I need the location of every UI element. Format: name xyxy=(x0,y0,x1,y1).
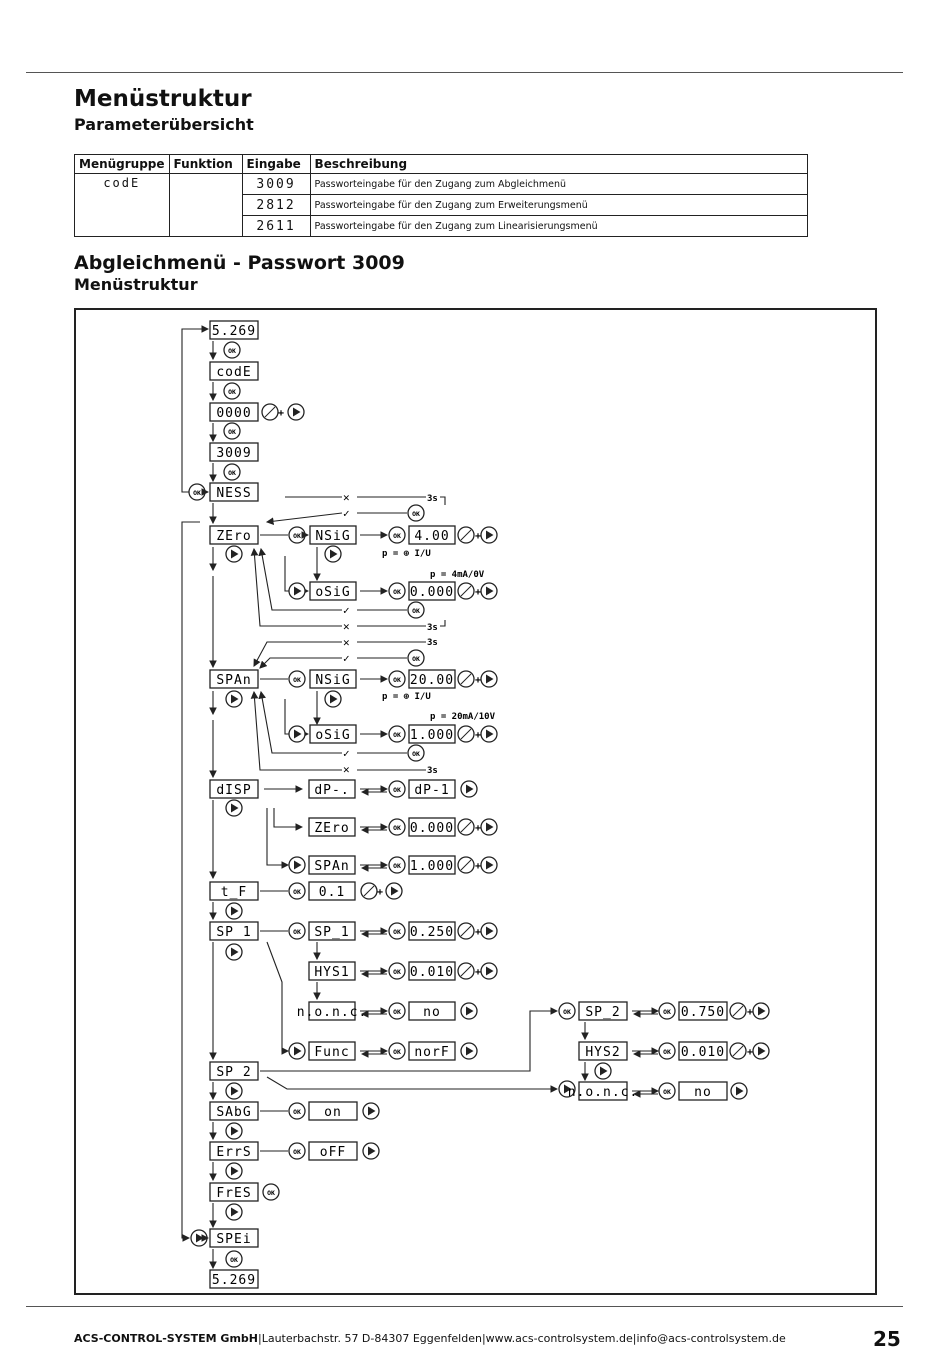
flow-connector xyxy=(274,808,302,827)
timeout-label: 3s xyxy=(427,638,438,648)
nsig-display-text: NSiG xyxy=(315,673,351,688)
footer-email: info@acs-controlsystem.de xyxy=(636,1332,786,1345)
sp1-option-display-text: SP_1 xyxy=(314,925,350,940)
ok-button-label: OK xyxy=(293,676,301,684)
bottom-rule xyxy=(26,1306,903,1307)
ok-button-label: OK xyxy=(663,1048,671,1056)
ok-button-label: OK xyxy=(412,750,420,758)
ok-button-label: OK xyxy=(393,862,401,870)
footer-separator: | xyxy=(481,1332,486,1345)
nsig-value-display-text: 20.00 xyxy=(409,673,455,688)
sp2-option-display-text: n.o.n.c. xyxy=(567,1085,639,1100)
osig-value-display-text: 1.000 xyxy=(409,728,455,743)
table-header-row xyxy=(75,155,808,174)
flow-connector xyxy=(267,1077,557,1089)
footer-separator: | xyxy=(257,1332,262,1345)
footer xyxy=(74,1332,786,1345)
parameter-table xyxy=(74,154,808,237)
ok-button-label: OK xyxy=(228,469,236,477)
disp-value-display-text: dP-1 xyxy=(414,783,450,798)
ok-button-label: OK xyxy=(393,824,401,832)
menu-flowchart xyxy=(76,310,875,1293)
sp1-option-display-text: n.o.n.c. xyxy=(296,1005,368,1020)
ok-button-label: OK xyxy=(230,1256,238,1264)
confirm-mark: ✓ xyxy=(343,747,350,760)
loop-connector xyxy=(182,329,208,492)
zero-note: p = 4mA/0V xyxy=(430,570,485,580)
ok-button-label: OK xyxy=(293,888,301,896)
page-title: Menüstruktur xyxy=(74,86,252,112)
ok-button-label: OK xyxy=(412,655,420,663)
menu-item-display-text: 5.269 xyxy=(211,1273,257,1288)
cancel-mark: ✕ xyxy=(343,491,350,504)
plus-sign: + xyxy=(747,1047,754,1058)
plus-sign: + xyxy=(747,1007,754,1018)
menu-item-display-text: ZEro xyxy=(216,529,252,544)
sp2-option-display-text: HYS2 xyxy=(585,1045,621,1060)
flow-connector xyxy=(267,513,342,522)
disp-option-display-text: dP-. xyxy=(314,783,350,798)
nsig-value-display-text: 4.00 xyxy=(414,529,450,544)
ok-button-label: OK xyxy=(293,928,301,936)
confirm-mark: ✓ xyxy=(343,507,350,520)
page-subtitle: Parameterübersicht xyxy=(74,115,254,134)
plus-sign: + xyxy=(475,730,482,741)
menu-item-display-text: 0000 xyxy=(216,406,252,421)
menu-item-display-text: dISP xyxy=(216,783,252,798)
column-header: Menügruppe xyxy=(75,155,170,174)
ok-button-label: OK xyxy=(393,1048,401,1056)
group-code: codE xyxy=(103,176,141,190)
ok-button-label: OK xyxy=(228,347,236,355)
sp1-option-display-text: HYS1 xyxy=(314,965,350,980)
disp-option-display-text: SPAn xyxy=(314,859,350,874)
section-subtitle: Menüstruktur xyxy=(74,275,198,294)
plus-sign: + xyxy=(278,408,285,419)
confirm-mark: ✓ xyxy=(343,604,350,617)
flow-connector xyxy=(440,620,445,626)
group-cell xyxy=(75,174,170,237)
ok-button-label: OK xyxy=(393,928,401,936)
sp1-value-display-text: 0.250 xyxy=(409,925,455,940)
cancel-mark: ✕ xyxy=(343,636,350,649)
sp2-value-display-text: no xyxy=(694,1085,712,1100)
ok-button-label: OK xyxy=(393,676,401,684)
ok-button-label: OK xyxy=(412,510,420,518)
top-rule xyxy=(26,72,903,73)
plus-sign: + xyxy=(475,587,482,598)
description-cell: Passworteingabe für den Zugang zum Linearisierungsmenü xyxy=(310,216,807,237)
timeout-label: 3s xyxy=(427,623,438,633)
column-header: Funktion xyxy=(169,155,242,174)
input-code: 2611 xyxy=(256,218,296,234)
menu-item-display-text: SPEi xyxy=(216,1232,252,1247)
errs-value-display-text: oFF xyxy=(319,1145,347,1160)
footer-company: ACS-CONTROL-SYSTEM GmbH xyxy=(74,1332,258,1345)
ok-button-label: OK xyxy=(663,1088,671,1096)
input-cell xyxy=(242,216,310,237)
ok-button-label: OK xyxy=(228,428,236,436)
flow-connector xyxy=(267,808,288,865)
menu-item-display-text: SPAn xyxy=(216,673,252,688)
input-cell xyxy=(242,195,310,216)
menu-item-display-text: FrES xyxy=(216,1186,252,1201)
sp2-option-display-text: SP_2 xyxy=(585,1005,621,1020)
footer-separator: | xyxy=(632,1332,637,1345)
ok-button-label: OK xyxy=(663,1008,671,1016)
ok-button-label: OK xyxy=(393,968,401,976)
menu-item-display-text: 3009 xyxy=(216,446,252,461)
ok-button-label: OK xyxy=(267,1189,275,1197)
section-title: Abgleichmenü - Passwort 3009 xyxy=(74,252,405,274)
ok-button-label: OK xyxy=(293,1148,301,1156)
sp2-value-display-text: 0.750 xyxy=(680,1005,726,1020)
plus-sign: + xyxy=(475,675,482,686)
nsig-display-text: NSiG xyxy=(315,529,351,544)
disp-value-display-text: 1.000 xyxy=(409,859,455,874)
disp-option-display-text: ZEro xyxy=(314,821,350,836)
table-row xyxy=(75,174,808,195)
tf-value-display-text: 0.1 xyxy=(318,885,346,900)
flow-connector xyxy=(267,942,288,1051)
osig-value-display-text: 0.000 xyxy=(409,585,455,600)
disp-value-display-text: 0.000 xyxy=(409,821,455,836)
ok-button-label: OK xyxy=(393,731,401,739)
loop-connector xyxy=(182,522,200,1238)
input-code: 2812 xyxy=(256,197,296,213)
plus-sign: + xyxy=(377,887,384,898)
sabg-value-display-text: on xyxy=(324,1105,342,1120)
plus-sign: + xyxy=(475,861,482,872)
input-code: 3009 xyxy=(256,176,296,192)
plus-sign: + xyxy=(475,823,482,834)
menu-item-display-text: 5.269 xyxy=(211,324,257,339)
page-number: 25 xyxy=(873,1327,901,1351)
sp1-value-display-text: norF xyxy=(414,1045,450,1060)
ok-button-label: OK xyxy=(412,607,420,615)
menu-structure-diagram xyxy=(74,308,877,1295)
plus-sign: + xyxy=(475,967,482,978)
ok-button-label: OK xyxy=(228,388,236,396)
description-cell: Passworteingabe für den Zugang zum Erweiterungsmenü xyxy=(310,195,807,216)
zero-formula: p = ⊕ I/U xyxy=(382,549,431,559)
footer-web: www.acs-controlsystem.de xyxy=(485,1332,633,1345)
function-cell xyxy=(169,174,242,237)
timeout-label: 3s xyxy=(427,766,438,776)
menu-item-display-text: codE xyxy=(216,365,252,380)
menu-item-display-text: t_F xyxy=(220,885,248,900)
confirm-mark: ✓ xyxy=(343,652,350,665)
description-cell: Passworteingabe für den Zugang zum Abgleichmenü xyxy=(310,174,807,195)
ok-button-label: OK xyxy=(393,786,401,794)
plus-sign: + xyxy=(475,927,482,938)
column-header: Eingabe xyxy=(242,155,310,174)
plus-sign: + xyxy=(475,531,482,542)
menu-item-display-text: SP 2 xyxy=(216,1065,252,1080)
menu-item-display-text: NESS xyxy=(216,486,252,501)
cancel-mark: ✕ xyxy=(343,763,350,776)
span-formula: p = ⊕ I/U xyxy=(382,692,431,702)
column-header: Beschreibung xyxy=(310,155,807,174)
menu-item-display-text: SP 1 xyxy=(216,925,252,940)
sp1-value-display-text: 0.010 xyxy=(409,965,455,980)
menu-item-display-text: SAbG xyxy=(216,1105,252,1120)
ok-button-label: OK xyxy=(393,532,401,540)
osig-display-text: oSiG xyxy=(315,728,351,743)
sp1-option-display-text: Func xyxy=(314,1045,350,1060)
span-note: p = 20mA/10V xyxy=(430,712,496,722)
flow-connector xyxy=(440,497,445,505)
timeout-label: 3s xyxy=(427,494,438,504)
ok-button-label: OK xyxy=(393,1008,401,1016)
sp2-value-display-text: 0.010 xyxy=(680,1045,726,1060)
ok-button-label: OK xyxy=(393,588,401,596)
ok-button-label: OK xyxy=(293,532,301,540)
flow-connector xyxy=(254,642,342,666)
flow-connector xyxy=(260,658,342,668)
footer-address: Lauterbachstr. 57 D-84307 Eggenfelden xyxy=(261,1332,482,1345)
ok-button-label: OK xyxy=(293,1108,301,1116)
ok-button-label: OK xyxy=(193,489,201,497)
input-cell xyxy=(242,174,310,195)
cancel-mark: ✕ xyxy=(343,620,350,633)
ok-button-label: OK xyxy=(563,1008,571,1016)
sp1-value-display-text: no xyxy=(423,1005,441,1020)
menu-item-display-text: ErrS xyxy=(216,1145,252,1160)
osig-display-text: oSiG xyxy=(315,585,351,600)
